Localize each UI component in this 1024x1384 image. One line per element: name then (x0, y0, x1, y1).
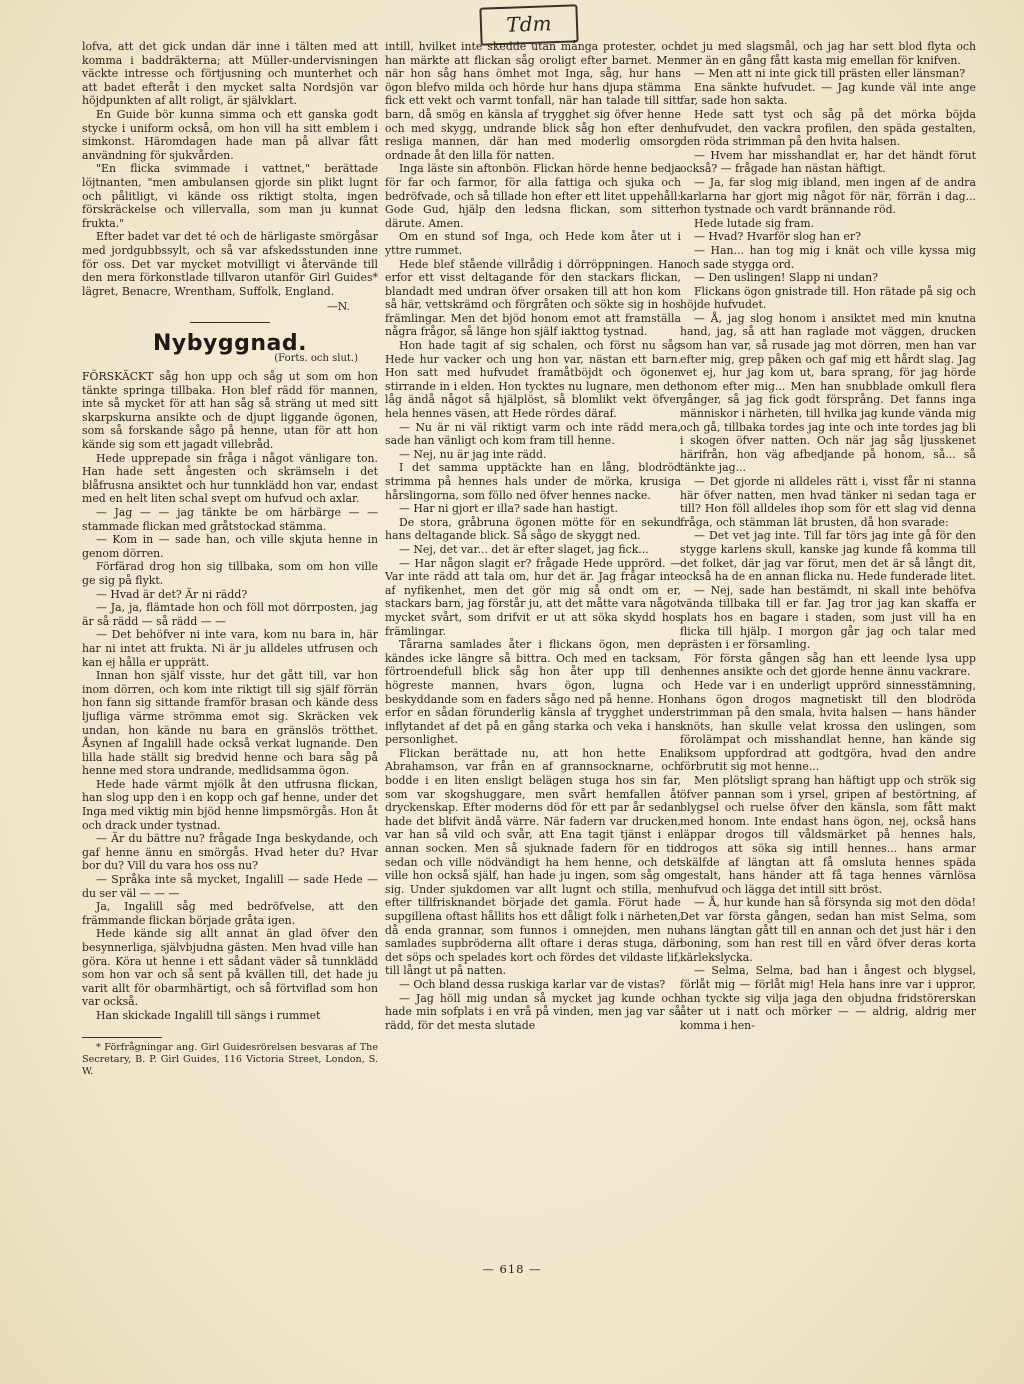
paragraph: — Han... han tog mig i knät och ville kyssa mig och sade stygga ord. (680, 243, 976, 271)
paragraph: Hede var i en underligt upprörd sinnesstämning, hans ögon drogos magnetiskt till den blodröda strimman på den smala, hvita halsen — hans händer knöts, han skulle velat krossa den uslingen, som förolämpat och misshandlat henne, han kände sig liksom uppfordrad att godtgöra, hvad den andre förbrutit sig mot henne... (680, 678, 976, 774)
paragraph: — Nej, sade han bestämdt, ni skall inte behöfva vända tillbaka till er far. Jag tror jag kan skaffa er plats hos en bagare i staden, som just vill ha en flicka till hjälp. I morgon går jag och talar med prästen i er församling. (680, 583, 976, 652)
paragraph: — Kom in — sade han, och ville skjuta henne in genom dörren. (82, 533, 378, 560)
continuation-note: (Forts. och slut.) (274, 353, 358, 365)
paragraph: I det samma upptäckte han en lång, blodröd strimma på hennes hals under de mörka, krusiga hårslingorna, som föllo ned öfver hennes nacke. (385, 461, 681, 502)
paragraph: Hede hade värmt mjölk åt den utfrusna flickan, han slog upp den i en kopp och gaf henne, under det Inga med viktig min bjöd henne limpsmörgås. Hon åt och drack under tystnad. (82, 777, 378, 832)
paragraph: — Men att ni inte gick till prästen eller länsman? (694, 67, 966, 81)
paragraph: — Jag höll mig undan så mycket jag kunde och hade min sofplats i en vrå på vinden, men jag var så rädd, för det mesta slutade (385, 991, 681, 1032)
paragraph: Hede kände sig allt annat än glad öfver den besynnerliga, självbjudna gästen. Men hvad ville han göra. Köra ut henne i ett sådant väder så tunnklädd som hon var och så sent på kvällen till, det hade ju varit allt för obarmhärtigt, och så förtviflad som hon var också. (82, 927, 378, 1009)
paragraph: — Språka inte så mycket, Ingalill — sade Hede — du ser väl — — — (82, 873, 378, 900)
paragraph: — Har ni gjort er illa? sade han hastigt. (399, 502, 618, 516)
paragraph: Hede upprepade sin fråga i något vänligare ton. Han hade sett ångesten och skrämseln i det blåfrusna ansiktet och hur tunnklädd hon var, endast med en helt liten schal svept om hufvud och axlar. (82, 451, 378, 506)
paragraph: Han skickade Ingalill till sängs i rummet (96, 1008, 321, 1022)
paragraph: — Hvem har misshandlat er, har det händt förut också? — frågade han nästan häftigt. (680, 148, 976, 176)
paragraph: För första gången såg han ett leende lysa upp hennes ansikte och det gjorde henne ännu vackrare. (680, 651, 976, 679)
paragraph: — Nej, nu är jag inte rädd. (399, 447, 547, 461)
column-3 (680, 40, 976, 1032)
paragraph: Ena sänkte hufvudet. — Jag kunde väl inte ange far, sade hon sakta. (680, 80, 976, 108)
paragraph: — Å, hur kunde han så försynda sig mot den döda! Det var första gången, sedan han mist Selma, som hans längtan gått till en annan och det just här i den boning, som han rest till en vård öfver deras korta kärlekslycka. (680, 896, 976, 964)
paragraph: Ja, Ingalill såg med bedröfvelse, att den främmande flickan började gråta igen. (82, 900, 378, 927)
footnote: * Förfrågningar ang. Girl Guidesrörelsen besvaras af The Secretary, B. P. Girl Guides, 116 Victoria Street, London, S. W. (82, 1041, 378, 1077)
paragraph: — Jag — — jag tänkte be om härbärge — — stammade flickan med gråtstockad stämma. (82, 506, 378, 533)
signature: —N. (326, 300, 350, 314)
paragraph: intill, hvilket inte skedde utan många protester, och han märkte att flickan såg oroligt efter barnet. Men när hon såg hans ömhet mot Inga, såg, hur hans ögon blefvo milda och hörde hur hans djupa stämma fick ett vekt och varmt tonfall, när han talade till sitt barn, då smög en känsla af trygghet sig öfver henne och med skygg, undrande blick såg hon efter den resliga mannen, där han med moderlig omsorg ordnade åt den lilla för natten. (385, 40, 681, 162)
paragraph: det ju med slagsmål, och jag har sett blod flyta och mer än en gång fått kasta mig emellan för knifven. (680, 40, 976, 67)
paragraph: Tårarna samlades åter i flickans ögon, men de kändes icke längre så bittra. Och med en tacksam, förtroendefull blick såg hon åter upp till den högreste mannen, hvars ögon, lugna och beskyddande som en faders sågo ned på henne. Hon erfor en sådan förunderlig känsla af trygghet under inflytandet af det på en gång starka och veka i hans personlighet. (385, 638, 681, 747)
divider (190, 322, 270, 323)
paragraph: "En flicka svimmade i vattnet," berättade löjtnanten, "men ambulansen gjorde sin plikt lugnt och pålitligt, vi kände oss riktigt stolta, ingen förskräckelse och villervalla, som man ju kunnat frukta." (82, 162, 378, 230)
paragraph: — Det vet jag inte. Till far törs jag inte gå för den stygge karlens skull, kanske jag kunde få komma till det folket, där jag var förut, men det är så långt dit, också ha de en annan flicka nu. Hede funderade litet. (680, 529, 976, 584)
page-number: — 618 — (482, 1262, 542, 1276)
paragraph: Flickans ögon gnistrade till. Hon rätade på sig och höjde hufvudet. (680, 284, 976, 312)
paragraph: — Å, jag slog honom i ansiktet med min knutna hand, jag, så att han raglade mot väggen, drucken som han var, så rusade jag mot dörren, men han var efter mig, grep påken och gaf mig ett hårdt slag. Jag vet ej, hur jag kom ut, bara sprang, för jag hörde honom efter mig... Men han snubblade omkull flera gånger, så jag fick godt försprång. Det fanns inga människor i närheten, till hvilka jag kunde vända mig och gå, tillbaka tordes jag inte och inte tordes jag bli i skogen öfver natten. Och när jag såg ljusskenet härifrån, hon väg afbedjande på honom, så... så tänkte jag... (680, 311, 976, 475)
story-opening: FÖRSKÄCKT såg hon upp och såg ut som om hon tänkte springa tillbaka. Hon blef rädd för mannen, inte så mycket för att han såg så sträng ut med sitt skarpskurna ansikte och de djupt liggande ögonen, som så forskande sågo på henne, utan för att hon kände sig som ett jagadt villebråd. (82, 370, 378, 452)
paragraph: — Det gjorde ni alldeles rätt i, visst får ni stanna här öfver natten, men hvad tänker ni sedan taga er till? Hon föll alldeles ihop som för ett slag vid denna fråga, och stämman lät brusten, då hon svarade: (680, 475, 976, 529)
paragraph: Hede lutade sig fram. (694, 216, 815, 230)
paragraph: — Hvad? Hvarför slog han er? (694, 230, 861, 244)
column-1 (82, 40, 378, 1078)
paragraph: — Ja, far slog mig ibland, men ingen af de andra karlarna har gjort mig något för när, förrän i dag... hon tystnade och vardt brännande röd. (680, 175, 976, 217)
paragraph: lofva, att det gick undan där inne i tälten med att komma i baddräkterna; att Müller-undervisningen väckte intresse och förtjusning och munterhet och att badet efteråt i den mycket salta Nordsjön var höjdpunkten af allt roligt, är självklart. (82, 40, 378, 108)
paragraph: Hede satt tyst och såg på det mörka böjda hufvudet, den vackra profilen, den späda gestalten, den röda strimman på den hvita halsen. (680, 107, 976, 149)
paragraph: De stora, gråbruna ögonen mötte för en sekund hans deltagande blick. Så sågo de skyggt ned. (385, 515, 681, 543)
paragraph: — Nej, det var... det är efter slaget, jag fick... (399, 542, 649, 556)
paragraph: — Är du bättre nu? frågade Inga beskydande, och gaf henne ännu en smörgås. Hvad heter du? Hvar bor du? Vill du vara hos oss nu? (82, 832, 378, 873)
paragraph: — Och bland dessa ruskiga karlar var de vistas? (399, 977, 666, 991)
paragraph: — Selma, Selma, bad han i ångest och blygsel, förlåt mig — förlåt mig! Hela hans inre var i uppror, han tyckte sig vilja jaga den objudna fridstörerskan åter ut i natt och mörker — — aldrig, aldrig mer komma i hen- (680, 964, 976, 1032)
paragraph: — Ja, ja, flämtade hon och föll mot dörrposten, jag är så rädd — så rädd — — (82, 601, 378, 628)
article-title: Nybyggnad. (153, 330, 307, 356)
footnote-divider (82, 1037, 162, 1038)
paragraph: Efter badet var det té och de härligaste smörgåsar med jordgubbssylt, och så var afskedsstunden inne för oss. Det var mycket motvilligt vi återvände till den mera förkonstlade tillvaron utanför Girl Guides* lägret, Benacre, Wrentham, Suffolk, England. (82, 230, 378, 298)
paragraph: Förfärad drog hon sig tillbaka, som om hon ville ge sig på flykt. (82, 560, 378, 587)
paragraph: Flickan berättade nu, att hon hette Ena Abrahamson, var från en af grannsocknarne, och bodde i en liten ensligt belägen stuga hos sin far, som var skogshuggare, men svårt hemfallen åt dryckenskap. Efter moderns död för ett par år sedan hade det blifvit ändå värre. När fadern var drucken, var han så vild och svår, att Ena tagit tjänst i en annan socken. Men så sjuknade fadern för en tid sedan och ville nödvändigt ha hem henne, och det ville hon också själf, han hade ju ingen, som såg om sig. Under sjukdomen var allt lugnt och stilla, men efter tillfrisknandet började det gamla. Förut hade supgillena oftast hållits hos ett dåligt folk i närheten, då enda grannar, som funnos i omnejden, men nu samlades supbröderna allt oftare i deras stuga, där det söps och spelades kort och fördes det vildaste lif, till långt ut på natten. (385, 746, 681, 978)
paragraph: — Hvad är det? Är ni rädd? (96, 587, 248, 601)
paragraph: Inga läste sin aftonbön. Flickan hörde henne bedja för far och farmor, för alla fattiga och sjuka och bedröfvade, och så tillade hon efter ett litet uppehåll: Gode Gud, hjälp den ledsna flickan, som sitter därute. Amen. (385, 162, 681, 230)
paragraph: — Det behöfver ni inte vara, kom nu bara in, här har ni intet att frukta. Ni är ju alldeles utfrusen och kan ej hålla er upprätt. (82, 628, 378, 669)
paragraph: Hede blef stående villrådig i dörröppningen. Han erfor ett visst deltagande för den stackars flickan, blandadt med undran öfver orsaken till att hon kom så här, vettskrämd och förgråten och sökte sig in hos främlingar. Men det bjöd honom emot att framställa några frågor, så länge hon själf iakttog tystnad. (385, 257, 681, 339)
paragraph: — Den uslingen! Slapp ni undan? (694, 271, 879, 285)
paragraph: Hon hade tagit af sig schalen, och först nu såg Hede hur vacker och ung hon var, nästan ett barn. Hon satt med hufvudet framåtböjdt och ögonen stirrande in i elden. Hon tycktes nu lugnare, men det låg ändå något så hjälplöst, så blomlikt vekt öfver hela hennes väsen, att Hede rördes däraf. (385, 339, 681, 421)
paragraph: Men plötsligt sprang han häftigt upp och strök sig öfver pannan som i yrsel, gripen af bestörtning, af blygsel och ruelse öfver den känsla, som fått makt med honom. Inte endast hans ögon, nej, också hans läppar drogos till våldsmärket på hennes hals, drogos att söka sig intill hennes... hans armar skälfde af längtan att få omsluta hennes späda gestalt, hans händer att få taga hennes värnlösa hufvud och lägga det intill sitt bröst. (680, 774, 976, 896)
handwritten-stamp: Tdm (479, 4, 578, 45)
paragraph: — Har någon slagit er? frågade Hede upprörd. — Var inte rädd att tala om, hur det är. Jag frågar inte af nyfikenhet, men det gör mig så ondt om er, stackars barn, jag förstår ju, att det måtte vara något mycket svårt, som drifvit er ut att söka skydd hos främlingar. (385, 556, 681, 638)
paragraph: — Nu är ni väl riktigt varm och inte rädd mera, sade han vänligt och kom fram till henne. (385, 420, 681, 448)
paragraph: Innan hon själf visste, hur det gått till, var hon inom dörren, och kom inte riktigt till sig själf förrän hon fann sig sittande framför brasan och kände dess ljufliga värme strömma emot sig. Skräcken vek undan, hon kände nu bara en gränslös trötthet. Åsynen af Ingalill hade också verkat lugnande. Den lilla hade ställt sig bredvid henne och bara såg på henne med stora undrande, medlidsamma ögon. (82, 669, 378, 778)
paragraph: Om en stund sof Inga, och Hede kom åter ut i yttre rummet. (385, 230, 681, 257)
paragraph: En Guide bör kunna simma och ett ganska godt stycke i uniform också, om hon vill ha sitt emblem i simkonst. Häromdagen hade man på allvar fått användning för sjukvården. (82, 107, 378, 162)
column-2 (385, 40, 681, 1032)
